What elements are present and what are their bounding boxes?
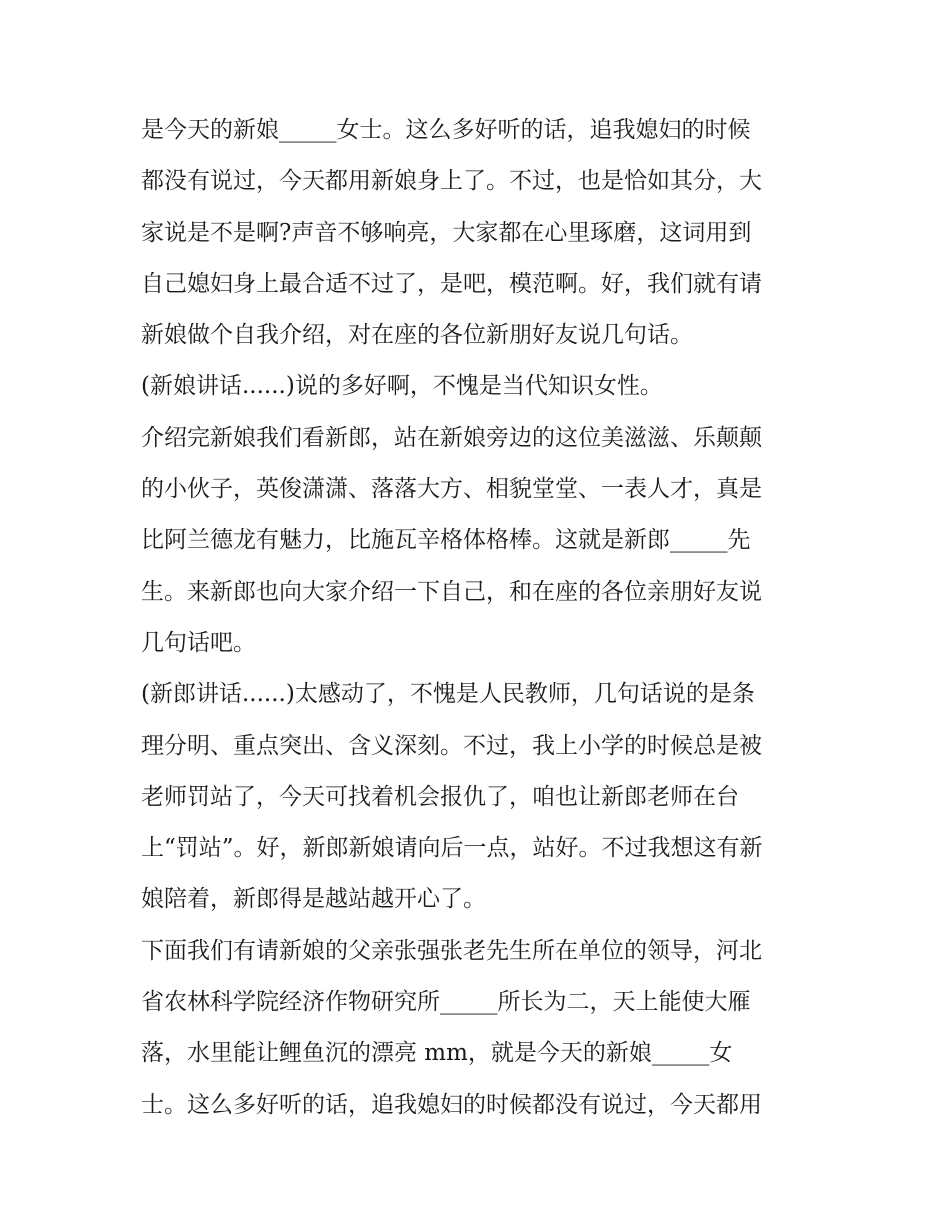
text-line: 介绍完新娘我们看新郎，站在新娘旁边的这位美滋滋、乐颠颠 [141, 424, 762, 451]
text-line: 都没有说过，今天都用新娘身上了。不过，也是恰如其分，大 [141, 168, 762, 195]
document-body [141, 110, 821, 1136]
text-line: 娘陪着，新郎得是越站越开心了。 [141, 886, 486, 913]
text-line: 上“罚站”。好，新郎新娘请向后一点，站好。不过我想这有新 [141, 835, 763, 862]
text-line: 比阿兰德龙有魅力，比施瓦辛格体格棒。这就是新郎_____先 [141, 527, 751, 554]
text-line: (新娘讲话......)说的多好啊，不愧是当代知识女性。 [141, 373, 663, 400]
text-line: 落，水里能让鲤鱼沉的漂亮 mm，就是今天的新娘_____女 [141, 1040, 733, 1067]
text-line: 士。这么多好听的话，追我媳妇的时候都没有说过，今天都用 [141, 1091, 762, 1118]
text-line: 新娘做个自我介绍，对在座的各位新朋好友说几句话。 [141, 322, 693, 349]
text-line: 下面我们有请新娘的父亲张强张老先生所在单位的领导，河北 [141, 937, 762, 964]
text-line: 自己媳妇身上最合适不过了，是吧，模范啊。好，我们就有请 [141, 270, 762, 297]
text-line: 老师罚站了，今天可找着机会报仇了，咱也让新郎老师在台 [141, 783, 739, 810]
text-line: 是今天的新娘_____女士。这么多好听的话，追我媳妇的时候 [141, 117, 751, 143]
text-line: 家说是不是啊?声音不够响亮，大家都在心里琢磨，这词用到 [141, 219, 752, 246]
text-line: 生。来新郎也向大家介绍一下自己，和在座的各位亲朋好友说 [141, 578, 762, 605]
text-line: 的小伙子，英俊潇潇、落落大方、相貌堂堂、一表人才，真是 [141, 476, 762, 503]
text-line: 理分明、重点突出、含义深刻。不过，我上小学的时候总是被 [141, 732, 762, 759]
text-line: 省农林科学院经济作物研究所_____所长为二，天上能使大雁 [141, 989, 751, 1016]
text-line: 几句话吧。 [141, 629, 256, 656]
text-line: (新郎讲话......)太感动了，不愧是人民教师，几句话说的是条 [141, 681, 755, 708]
